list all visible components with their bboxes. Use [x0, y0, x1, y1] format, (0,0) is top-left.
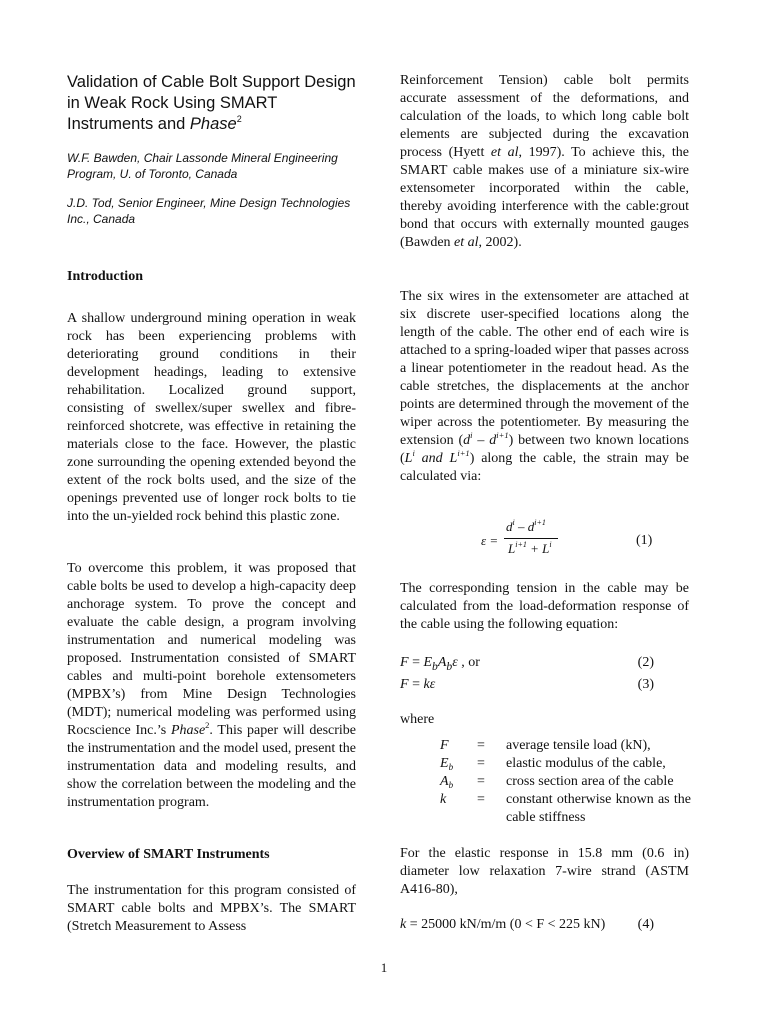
equation-3: F = kε (3) — [400, 677, 654, 692]
fraction-bar — [504, 538, 558, 539]
author-tod: J.D. Tod, Senior Engineer, Mine Design Technologies Inc., Canada — [67, 196, 351, 226]
where-label: where — [400, 712, 435, 727]
intro-paragraph-1: A shallow underground mining operation in weak rock has been experiencing problems with deteriorating ground conditions in their development headings, leading to extensive rehabilitation. Localized ground support, consisting of swellex/super swellex and fibre-reinforced shotcrete, was effective in retaining the materials close to the face. However, the plastic zone surrounding the opening extended beyond the extent of the rock bolts used, and the size of the openings prevented use of longer rock bolts to tie into the un-yielded rock behind this plastic zone. — [67, 311, 356, 524]
equation-1-number: (1) — [636, 533, 653, 548]
intro-paragraph-2: To overcome this problem, it was proposed that cable bolts be used to develop a high-capacity deep anchorage system. To prove the concept and evaluate the cable design, a program involving instrumentation and numerical modeling was proposed. Instrumentation consisted of SMART cables and multi-point borehole extensometers (MPBX’s) from Mine Design Technologies (MDT); numerical modeling was performed using Rocscience Inc.’s Phase$^2$. This paper will describe the instrumentation and the model used, present the instrumentation data and modeling results, and show the correlation between the modeling and the instrumentation program. — [67, 561, 356, 810]
smart-paragraph-1: Reinforcement Tension) cable bolt permits accurate assessment of the deformations, and calculation of the loads, to which long cable bolt elements are subjected during the excavation process (Hyett et al, 1997). To achieve this, the SMART cable makes use of a miniature six-wire extensometer incorporated within the cable, thereby avoiding interference with the cable:grout bond that occurs with externally mounted gauges (Bawden et al, 2002). — [400, 73, 689, 250]
author-bawden: W.F. Bawden, Chair Lassonde Mineral Engineering Program, U. of Toronto, Canada — [67, 151, 338, 181]
smart-paragraph-2: The six wires in the extensometer are attached at six discrete user-specified locations along the length of the cable. The other end of each wire is attached to a spring-loaded wiper that passes across a linear potentiometer in the readout head. As the cable stretches, the displacements at the anchor points are determined through the movement of the wiper across the potentiometer. By measuring the extension $(d^i - d^{i+1})$ between two known locations ($L^i$ and $L^{i+1}$) along the cable, the strain may be calculated via: — [400, 289, 689, 484]
equation-1: ε = $d^i - d^{i+1}$ $L^{i+1} + L^i$ — [478, 519, 568, 565]
overview-heading: Overview of SMART Instruments — [67, 847, 270, 862]
smart-paragraph-3: The corresponding tension in the cable may be calculated from the load-deformation response of the cable using the following equation: — [400, 581, 689, 632]
overview-paragraph-1: The instrumentation for this program consisted of SMART cable bolts and MPBX’s. The SMART (Stretch Measurement to Assess — [67, 883, 356, 934]
introduction-heading: Introduction — [67, 269, 143, 284]
equation-4: k = 25000 kN/m/m (0 < F < 225 kN) (4) — [400, 917, 654, 932]
paper-title: Validation of Cable Bolt Support Design in Weak Rock Using SMART Instruments and Phase$^2$ — [67, 73, 356, 133]
page-number: 1 — [380, 960, 388, 975]
smart-paragraph-4: For the elastic response in 15.8 mm (0.6 in) diameter low relaxation 7-wire strand (ASTM A416-80), — [400, 846, 689, 897]
equation-2: $F = E_bA_b\varepsilon$ , or (2) — [400, 655, 654, 673]
